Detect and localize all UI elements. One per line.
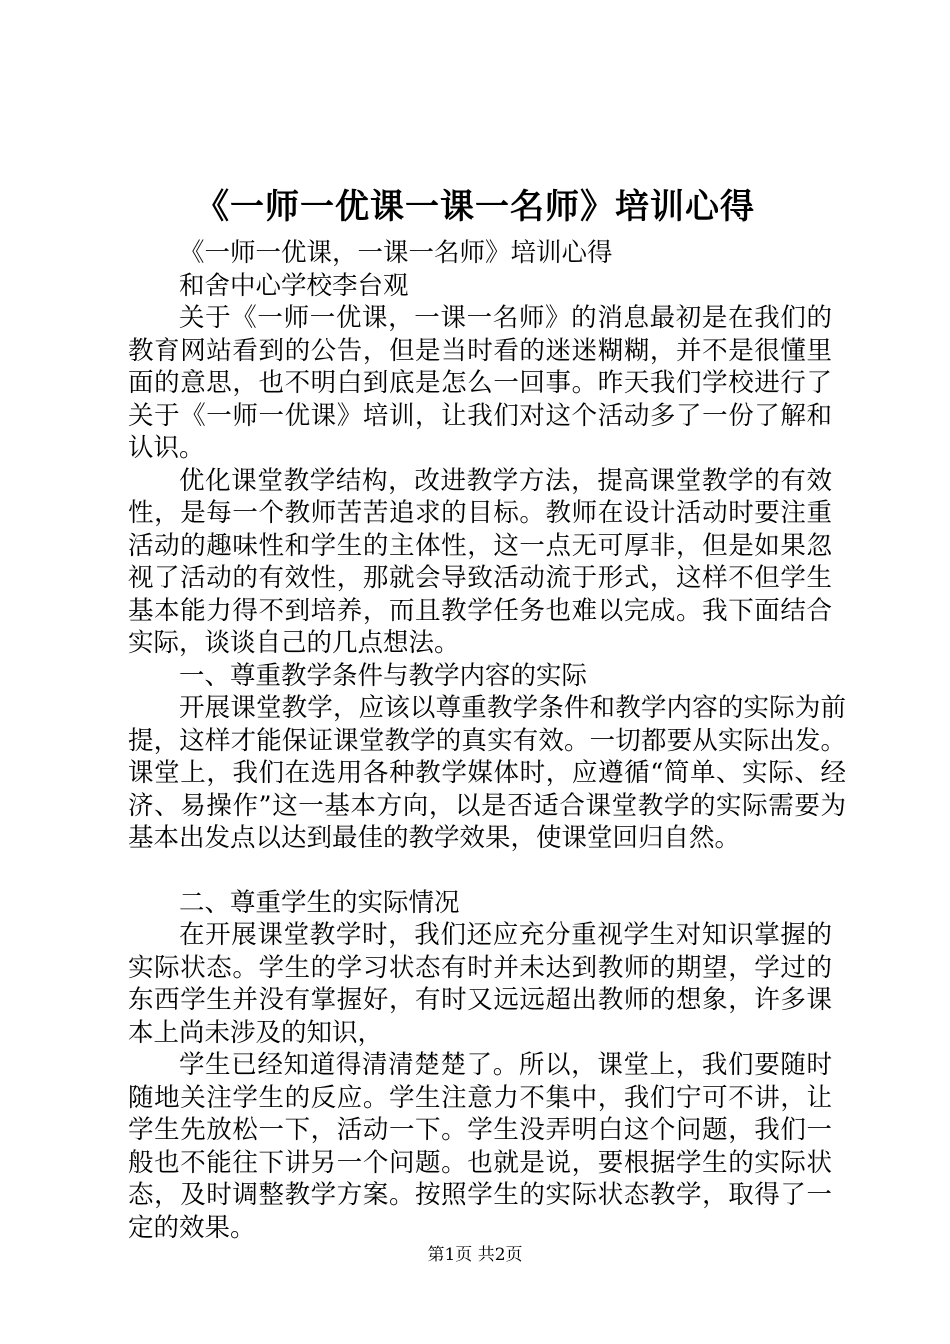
- section-heading-2: 二、尊重学生的实际情况: [179, 887, 460, 918]
- intro-paragraph: 关于《一师一优课，一课一名师》的消息最初是在我们的教育网站看到的公告，但是当时看的迷迷糊糊，并不是很懂里面的意思，也不明白到底是怎么一回事。昨天我们学校进行了关于《一师一优课》培训，让我们对这个活动多了一份了解和认识。: [128, 303, 832, 463]
- page-number-footer: 第1页 共2页: [427, 1245, 523, 1265]
- document-title: 《一师一优课一课一名师》培训心得: [195, 187, 755, 227]
- author-paragraph: 和舍中心学校李台观: [179, 270, 409, 301]
- body-paragraph-section-2a: 在开展课堂教学时，我们还应充分重视学生对知识掌握的实际状态。学生的学习状态有时并未达到教师的期望，学过的东西学生并没有掌握好，有时又远远超出教师的想象，许多课本上尚未涉及的知识，: [128, 920, 832, 1048]
- subtitle-paragraph: 《一师一优课，一课一名师》培训心得: [179, 238, 613, 268]
- section-heading-1: 一、尊重教学条件与教学内容的实际: [179, 660, 588, 691]
- body-paragraph-optimize: 优化课堂教学结构，改进教学方法，提高课堂教学的有效性，是每一个教师苦苦追求的目标。教师在设计活动时要注重活动的趣味性和学生的主体性，这一点无可厚非，但是如果忽视了活动的有效性，那就会导致活动流于形式，这样不但学生基本能力得不到培养，而且教学任务也难以完成。我下面结合实际，谈谈自己的几点想法。: [128, 465, 832, 658]
- document-body: [128, 237, 846, 1244]
- body-paragraph-section-1: 开展课堂教学，应该以尊重教学条件和教学内容的实际为前提，这样才能保证课堂教学的真实有效。一切都要从实际出发。课堂上，我们在选用各种教学媒体时，应遵循“简单、实际、经济、易操作”这一基本方向，以是否适合课堂教学的实际需要为基本出发点以达到最佳的教学效果，使课堂回归自然。: [128, 693, 846, 853]
- body-paragraph-section-2b: 学生已经知道得清清楚楚了。所以，课堂上，我们要随时随地关注学生的反应。学生注意力不集中，我们宁可不讲，让学生先放松一下，活动一下。学生没弄明白这个问题，我们一般也不能往下讲另一个问题。也就是说，要根据学生的实际状态，及时调整教学方案。按照学生的实际状态教学，取得了一定的效果。: [128, 1050, 832, 1243]
